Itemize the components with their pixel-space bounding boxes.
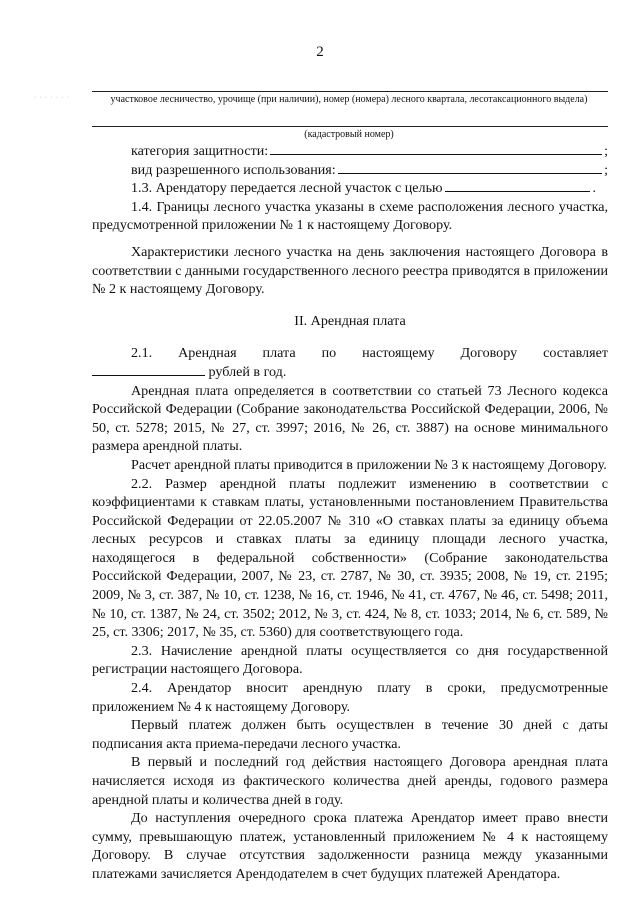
rent-defined-paragraph: Арендная плата определяется в соответствии со статьей 73 Лесного кодекса Российской Федерации (Собрание законодательства Российской Федерации, 2006, № 50, ст. 5278; 2015, № 27, ст. 3997; 2016, № 26, ст. 3887) на основе минимального размера арендной платы. [92, 382, 608, 455]
first-last-year-paragraph: В первый и последний год действия настоящего Договора арендная плата начисляется исходя из фактического количества дней аренды, годового размера арендной платы и количества дней в году. [92, 754, 608, 808]
rent-calc-paragraph: Расчет арендной платы приводится в приложении № 3 к настоящему Договору. [131, 456, 607, 473]
rent-amount-field[interactable] [92, 364, 205, 376]
first-payment-paragraph: Первый платеж должен быть осуществлен в течение 30 дней с даты подписания акта приема-передачи лесного участка. [92, 717, 608, 752]
clause-2-3: 2.3. Начисление арендной платы осуществляется со дня государственной регистрации настоящего Договора. [92, 642, 608, 678]
protection-category-tail: ; [604, 143, 608, 159]
page-number: 2 [316, 44, 324, 60]
permitted-use-field[interactable] [338, 161, 602, 174]
cadastral-line [92, 126, 608, 127]
clause-1-3-tail: . [592, 180, 596, 197]
document-body [92, 142, 608, 884]
location-line [92, 91, 608, 92]
permitted-use-label: вид разрешенного использования: [131, 161, 336, 178]
scan-artifact: · · · · · · · [34, 95, 70, 101]
clause-2-4: 2.4. Арендатор вносит арендную плату в сроки, предусмотренные приложением № 4 к настоящему Договору. [92, 680, 608, 715]
section-2-title: II. Арендная плата [294, 312, 406, 329]
clause-2-1: 2.1. Арендная плата по настоящему Договору составляет [131, 345, 608, 362]
protection-category-label: категория защитности: [131, 143, 269, 159]
protection-category-field[interactable] [270, 142, 602, 155]
clause-1-3-row [92, 179, 608, 198]
clause-1-3: 1.3. Арендатору передается лесной участок с целью [131, 180, 443, 197]
spacer [92, 235, 608, 243]
clause-2-1-end: рублей в год. [208, 363, 287, 380]
characteristics-paragraph: Характеристики лесного участка на день заключения настоящего Договора в соответствии с данными государственного лесного реестра приводятся в приложении № 2 к настоящему Договору. [92, 243, 608, 298]
clause-2-1-amount-row [92, 363, 608, 382]
clause-1-4: 1.4. Границы лесного участка указаны в схеме расположения лесного участка, предусмотренной приложении № 1 к настоящему Договору. [92, 198, 608, 234]
permitted-use-row [92, 161, 608, 180]
clause-2-2: 2.2. Размер арендной платы подлежит изменению в соответствии с коэффициентами к ставкам платы, установленными постановлением Правительства Российской Федерации от 22.05.2007 № 310 «О ставках платы за единицу объема лесных ресурсов и ставках платы за единицу площади лесного участка, находящегося в федеральной собственности» (Собрание законодательства Российской Федерации, 2007, № 23, ст. 2787, № 30, ст. 3935; 2008, № 19, ст. 2195; 2009, № 3, ст. 387, № 10, ст. 1238, № 16, ст. 1946, № 41, ст. 4767, № 46, ст. 5498; 2011, № 10, ст. 1387, № 24, ст. 3502; 2012, № 3, ст. 424, № 8, ст. 1033; 2014, № 6, ст. 589, № 25, ст. 3306; 2017, № 35, ст. 5360) для соответствующего года. [92, 475, 608, 641]
cadastral-caption: (кадастровый номер) [304, 129, 394, 140]
protection-category-row [92, 142, 608, 161]
location-caption: участковое лесничество, урочище (при наличии), номер (номера) лесного квартала, лесотаксационного выдела) [110, 94, 588, 105]
purpose-field[interactable] [445, 179, 591, 192]
permitted-use-tail: ; [604, 161, 608, 178]
advance-payment-paragraph: До наступления очередного срока платежа Арендатор имеет право внести сумму, превышающую платеж, установленный приложением № 4 к настоящему Договору. В случае отсутствия задолженности разница между указанными платежами зачисляется Арендодателем в счет будущих платежей Арендатора. [92, 810, 608, 882]
